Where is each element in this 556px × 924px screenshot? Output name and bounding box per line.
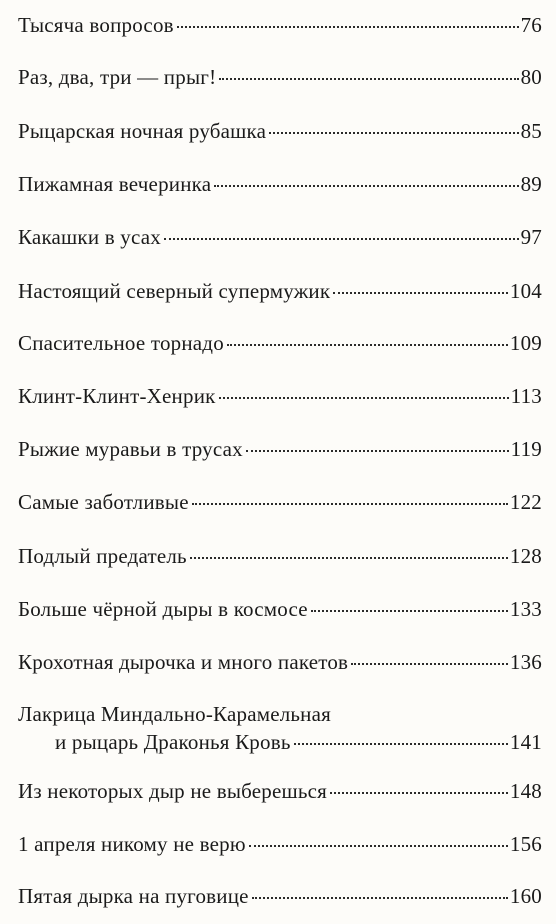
dot-leader	[294, 743, 508, 745]
dot-leader	[190, 557, 508, 559]
toc-entry-title: Раз, два, три — прыг!	[18, 65, 217, 89]
dot-leader	[249, 845, 508, 847]
toc-entry-page: 148	[509, 779, 542, 803]
toc-entry-title: Рыжие муравьи в трусах	[18, 437, 243, 461]
toc-entry-title: Пижамная вечеринка	[18, 172, 212, 196]
toc-entry-page: 136	[509, 650, 542, 674]
toc-entry-title: Клинт-Клинт-Хенрик	[18, 384, 216, 408]
dot-leader	[351, 663, 508, 665]
toc-entry-page: 89	[520, 172, 542, 196]
toc-entry-page: 85	[520, 119, 542, 143]
dot-leader	[252, 897, 508, 899]
toc-entry-page: 160	[509, 884, 542, 908]
toc-entry-title: Из некоторых дыр не выберешься	[18, 779, 328, 803]
toc-entry-title: Больше чёрной дыры в космосе	[18, 597, 308, 621]
toc-entry	[18, 170, 542, 198]
dot-leader	[246, 450, 509, 452]
toc-entry	[18, 830, 542, 858]
toc-entry-page: 97	[520, 225, 542, 249]
toc-entry-title: Лакрица Миндально-Карамельная	[18, 702, 331, 726]
toc-entry	[18, 382, 542, 410]
toc-entry-title: Тысяча вопросов	[18, 13, 174, 37]
dot-leader	[219, 78, 518, 80]
toc-entry	[18, 117, 542, 145]
toc-entry	[18, 542, 542, 570]
toc-entry	[18, 435, 542, 463]
toc-entry-page: 156	[509, 832, 542, 856]
toc-entry-page: 141	[509, 730, 542, 754]
toc-entry	[18, 329, 542, 357]
dot-leader	[333, 292, 508, 294]
toc-entry	[18, 648, 542, 676]
toc-entry-title: Какашки в усах	[18, 225, 161, 249]
dot-leader	[311, 610, 508, 612]
toc-entry-title: Спасительное торнадо	[18, 331, 224, 355]
toc-entry-page: 80	[520, 65, 542, 89]
toc-entry-title: Крохотная дырочка и много пакетов	[18, 650, 349, 674]
dot-leader	[164, 238, 519, 240]
dot-leader	[269, 132, 518, 134]
toc-entry-page: 122	[509, 490, 542, 514]
toc-entry-title: Самые заботливые	[18, 490, 189, 514]
dot-leader	[219, 397, 509, 399]
toc-entry-page: 119	[510, 437, 542, 461]
toc-entry-page: 133	[509, 597, 542, 621]
toc-entry	[18, 882, 542, 910]
toc-entry-title: Пятая дырка на пуговице	[18, 884, 249, 908]
toc-entry	[18, 223, 542, 251]
toc-entry	[18, 777, 542, 805]
dot-leader	[177, 26, 519, 28]
dot-leader	[192, 503, 508, 505]
toc-entry	[18, 595, 542, 623]
toc-entry	[18, 11, 542, 39]
toc-entry-page: 113	[510, 384, 542, 408]
toc-entry-title-continuation: и рыцарь Драконья Кровь	[55, 730, 291, 754]
toc-entry	[18, 63, 542, 91]
toc-entry-title: Подлый предатель	[18, 544, 187, 568]
toc-entry	[18, 488, 542, 516]
dot-leader	[330, 792, 508, 794]
dot-leader	[214, 185, 518, 187]
toc-entry	[18, 277, 542, 305]
toc-entry-page: 109	[509, 331, 542, 355]
toc-entry-page: 76	[520, 13, 542, 37]
toc-entry-page: 128	[509, 544, 542, 568]
toc-entry	[18, 700, 542, 756]
toc-entry-title: Настоящий северный супермужик	[18, 279, 331, 303]
toc-entry-title: 1 апреля никому не верю	[18, 832, 246, 856]
toc-entry-page: 104	[509, 279, 542, 303]
dot-leader	[227, 344, 508, 346]
toc-entry-title: Рыцарская ночная рубашка	[18, 119, 267, 143]
